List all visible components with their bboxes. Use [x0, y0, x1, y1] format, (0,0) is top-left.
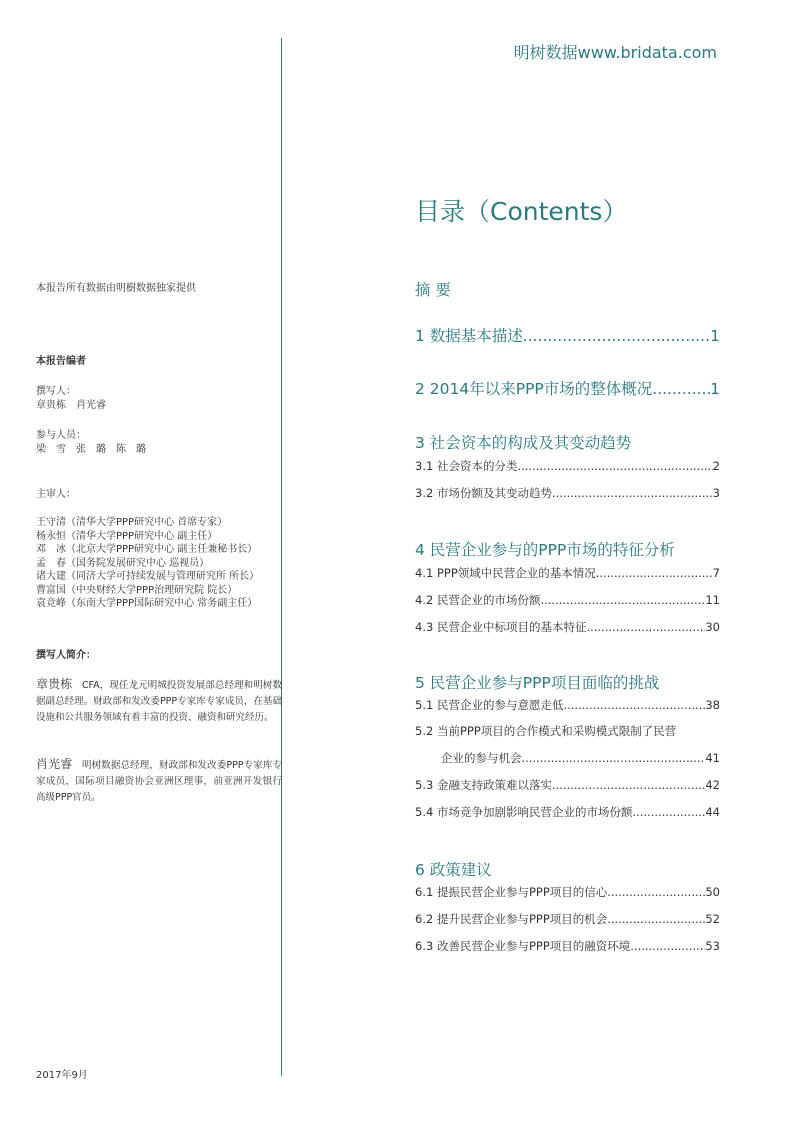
- toc-entry[interactable]: [415, 485, 720, 501]
- toc-section-heading[interactable]: 3 社会资本的构成及其变动趋势: [415, 434, 632, 452]
- toc-entry-title: 4.3 民营企业中标项目的基本特征: [415, 620, 587, 634]
- toc-entry-title: 4.2 民营企业的市场份额: [415, 593, 541, 607]
- toc-entry-page: 44: [705, 805, 720, 819]
- toc-entry[interactable]: [415, 938, 720, 954]
- toc-entry-page: 42: [705, 778, 720, 792]
- toc-entry[interactable]: [415, 911, 720, 927]
- bio-text: 明树数据总经理，财政部和发改委PPP专家库专家成员，国际项目融资协会亚洲区理事，前亚洲开发银行高级PPP官员。: [36, 760, 282, 803]
- toc-section-heading[interactable]: 4 民营企业参与的PPP市场的特征分析: [415, 541, 675, 559]
- source-note: 本报告所有数据由明樹数据独家提供: [36, 283, 196, 294]
- toc-abstract: 摘 要: [415, 281, 451, 299]
- toc-entry[interactable]: [415, 458, 720, 474]
- reviewer-item: 曹富国（中央财经大学PPP治理研究院 院长）: [36, 584, 238, 596]
- bio-name: 章贵栋: [36, 677, 73, 691]
- toc-entry-title: 3.2 市场份额及其变动趋势: [415, 486, 552, 500]
- editors-heading: 本报告编者: [36, 356, 86, 367]
- toc-entry-page: 41: [705, 751, 720, 765]
- toc-entry[interactable]: [415, 324, 720, 346]
- toc-entry-title: 5.1 民营企业的参与意愿走低: [415, 698, 564, 712]
- toc-entry-page: 38: [705, 698, 720, 712]
- toc-entry-page: 7: [712, 566, 720, 580]
- toc-title: 目录（Contents）: [415, 197, 628, 226]
- bio-heading: 撰写人简介：: [36, 650, 96, 661]
- toc-entry-page: 1: [710, 327, 720, 345]
- report-date: 2017年9月: [36, 1070, 88, 1081]
- toc-entry-title: 6.2 提升民营企业参与PPP项目的机会: [415, 912, 608, 926]
- toc-entry-page: 1: [710, 380, 720, 398]
- reviewer-item: 诸大建（同济大学可持续发展与管理研究所 所长）: [36, 571, 260, 582]
- toc-entry[interactable]: [415, 592, 720, 608]
- toc-entry-page: 53: [705, 939, 720, 953]
- toc-entry[interactable]: [415, 619, 720, 635]
- toc-entry-page: 30: [705, 620, 720, 634]
- toc-entry-page: 50: [705, 885, 720, 899]
- toc-entry-title: 5.3 金融支持政策难以落实: [415, 778, 552, 792]
- toc-entry-title: 企业的参与机会: [441, 751, 522, 765]
- reviewer-item: 杨永恒（清华大学PPP研究中心 副主任）: [36, 530, 218, 542]
- toc-entry-page: 2: [712, 459, 720, 473]
- toc-entry[interactable]: [415, 697, 720, 713]
- reviewer-item: 王守清（清华大学PPP研究中心 首席专家）: [36, 517, 228, 528]
- toc-entry-title: 6.3 改善民营企业参与PPP项目的融资环境: [415, 939, 631, 953]
- bio-zhang: [36, 676, 282, 726]
- toc-section-heading[interactable]: 6 政策建议: [415, 861, 492, 879]
- toc-entry[interactable]: [415, 777, 720, 793]
- toc-entry-page: 3: [712, 486, 720, 500]
- toc-entry-page: 11: [705, 593, 720, 607]
- toc-entry-title: 4.1 PPP领域中民营企业的基本情况: [415, 566, 596, 580]
- writers: 章贵栋 肖光睿: [36, 400, 106, 411]
- toc-entry-title: 6.1 提振民营企业参与PPP项目的信心: [415, 885, 608, 899]
- bio-xiao: [36, 756, 282, 806]
- toc-entry-title: 2 2014年以来PPP市场的整体概况: [415, 380, 653, 398]
- reviewer-item: 袁竞峰（东南大学PPP国际研究中心 常务副主任）: [36, 598, 258, 609]
- writers-label: 撰写人：: [36, 386, 76, 397]
- toc-entry-title[interactable]: 5.2 当前PPP项目的合作模式和采购模式限制了民营: [415, 724, 677, 738]
- toc-entry-title: 1 数据基本描述: [415, 327, 523, 345]
- toc-entry-page: 52: [705, 912, 720, 926]
- bio-text: CFA，现任龙元明城投资发展部总经理和明树数据副总经理。财政部和发改委PPP专家库专家成员，在基础设施和公共服务领域有着丰富的投资、融资和研究经历。: [36, 680, 282, 723]
- reviewer-list: [36, 516, 259, 611]
- vertical-divider: [281, 38, 282, 1076]
- bio-name: 肖光睿: [36, 757, 73, 771]
- toc-section-heading[interactable]: 5 民营企业参与PPP项目面临的挑战: [415, 674, 660, 692]
- reviewers-label: 主审人：: [36, 489, 76, 500]
- toc-entry[interactable]: [415, 565, 720, 581]
- toc-entry-title: 5.4 市场竞争加剧影响民营企业的市场份额: [415, 805, 633, 819]
- toc-entry-title: 3.1 社会资本的分类: [415, 459, 518, 473]
- toc-entry[interactable]: [415, 750, 720, 766]
- participants: 梁 雪 张 璐 陈 璐: [36, 444, 146, 455]
- reviewer-item: 孟 春（国务院发展研究中心 巡视员）: [36, 557, 210, 569]
- toc-entry[interactable]: [415, 884, 720, 900]
- reviewer-item: 邓 冰（北京大学PPP研究中心 副主任兼秘书长）: [36, 544, 258, 555]
- brand-header: 明树数据www.bridata.com: [513, 43, 717, 62]
- toc-entry[interactable]: [415, 804, 720, 820]
- toc-entry[interactable]: [415, 377, 720, 399]
- participants-label: 参与人员：: [36, 430, 86, 441]
